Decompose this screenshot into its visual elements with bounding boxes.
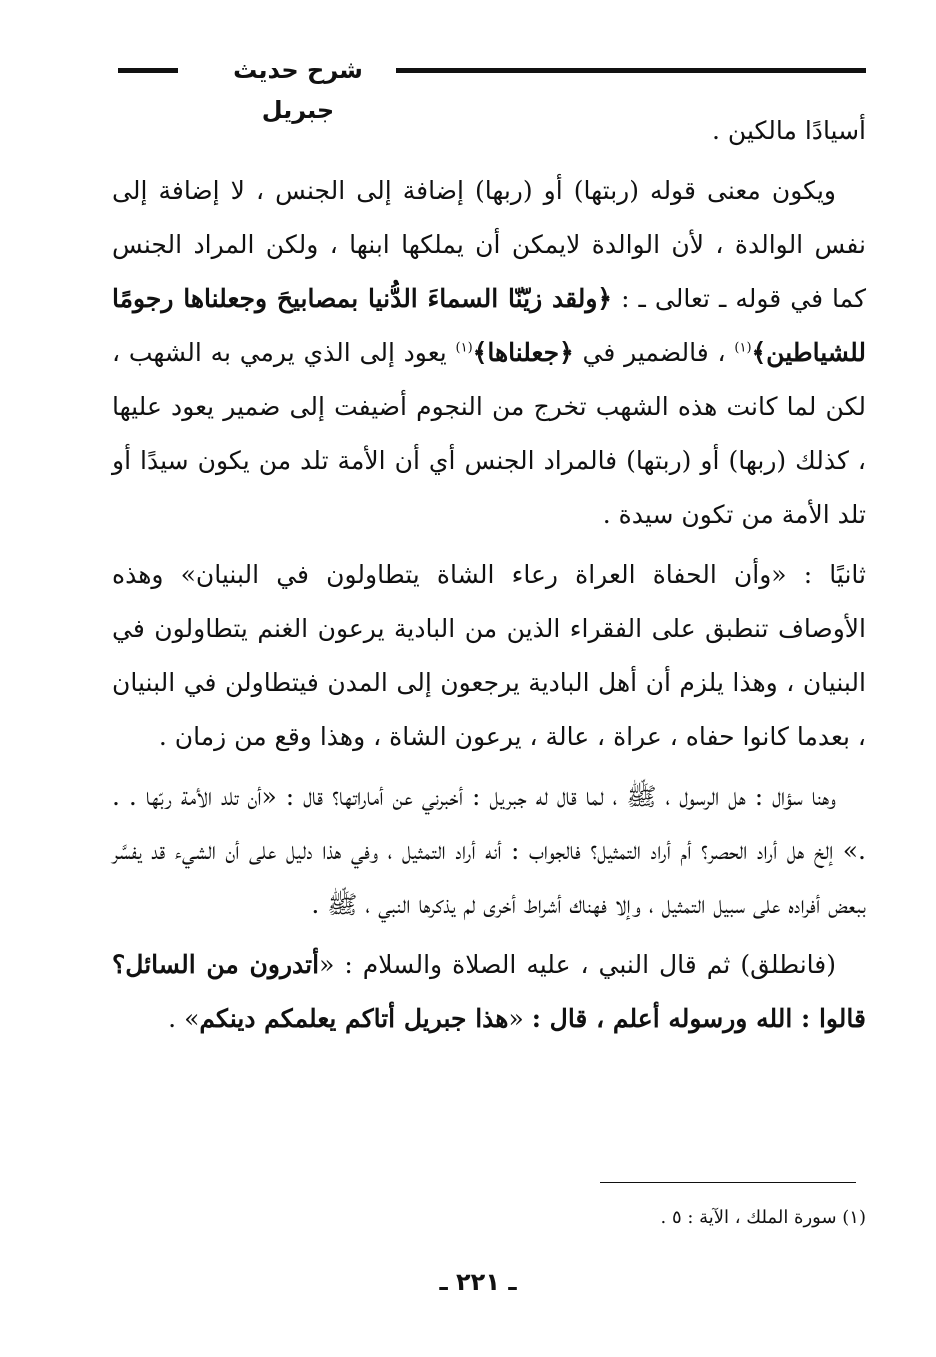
paragraph-5-text-mid: « — [508, 1004, 532, 1033]
footnote: (١) سورة الملك ، الآية : ٥ . — [660, 1207, 866, 1228]
running-header — [118, 50, 866, 124]
paragraph-2-text-b: ، فالضمير في — [573, 338, 735, 367]
quran-word: ﴿جعلناها﴾ — [472, 338, 574, 367]
paragraph-2-text-c: يعود إلى الذي يرمي به الشهب ، لكن لما كانت هذه الشهب تخرج من النجوم أضيفت إلى ضمير يعود عليها ، كذلك (ربها) أو (ربتها) فالمراد الجنس أي أن الأمة تلد من يكون سيدًا أو تلد الأمة من تكون سيدة . — [112, 338, 866, 529]
header-rule-right — [396, 68, 866, 73]
paragraph-4: وهنا سؤال : هل الرسول ، ﷺ ، لما قال له جبريل : أخبرني عن أماراتها؟ قال : «أن تلد الأمة ربّها . . .» إلخ هل أراد الحصر؟ أم أراد التمثيل؟ فالجواب : أنه أراد التمثيل ، وفي هذا دليل على أن الشيء قد يفسَّر ببعض أفراده على سبيل التمثيل ، وإلا فهناك أشراط أخرى لم يذكرها النبي ، ﷺ . — [112, 782, 866, 919]
hadith-quote-2: هذا جبريل أتاكم يعلمكم دينكم — [199, 1004, 509, 1033]
paragraph-1: أسيادًا مالكين . — [712, 116, 866, 145]
footnote-divider — [600, 1182, 856, 1183]
quran-verse: ﴿ولقد زيّنّا السماءَ الدُّنيا بمصابيحَ وجعلناها رجومًا للشياطين﴾ — [112, 284, 866, 367]
hadith-quote-1: أتدرون من السائل؟ قالوا : الله ورسوله أعلم ، قال : — [112, 950, 866, 1033]
paragraph-3: ثانيًا : «وأن الحفاة العراة رعاء الشاة يتطاولون في البنيان» وهذه الأوصاف تنطبق على الفقراء الذين من البادية يرعون الغنم يتطاولون في البنيان ، وهذا يلزم أن أهل البادية يرجعون إلى المدن فيتطاولن في البنيان ، بعدما كانوا حفاه ، عراة ، عالة ، يرعون الشاة ، وهذا وقع من زمان . — [112, 560, 866, 751]
footnote-ref-1: (١) — [734, 340, 752, 356]
paragraph-5-text-end: » . — [168, 1004, 200, 1033]
header-title: شرح حديث جبريل — [233, 56, 363, 124]
paragraph-5-text-a: (فانطلق) ثم قال النبي ، عليه الصلاة والسلام : « — [319, 950, 836, 979]
paragraph-5 — [112, 938, 866, 1046]
header-rule-left — [118, 68, 178, 73]
footnote-ref-2: (١) — [455, 340, 473, 356]
page-number: ـ ٢٢١ ـ — [439, 1268, 517, 1296]
paragraph-2 — [112, 164, 866, 542]
paragraph-2-text-a: ويكون معنى قوله (ربتها) أو (ربها) إضافة إلى الجنس ، لا إضافة إلى نفس الوالدة ، لأن الوالدة لايمكن أن يملكها ابنها ، ولكن المراد الجنس كما في قوله ـ تعالى ـ : — [112, 176, 867, 313]
body-text — [112, 104, 866, 1052]
